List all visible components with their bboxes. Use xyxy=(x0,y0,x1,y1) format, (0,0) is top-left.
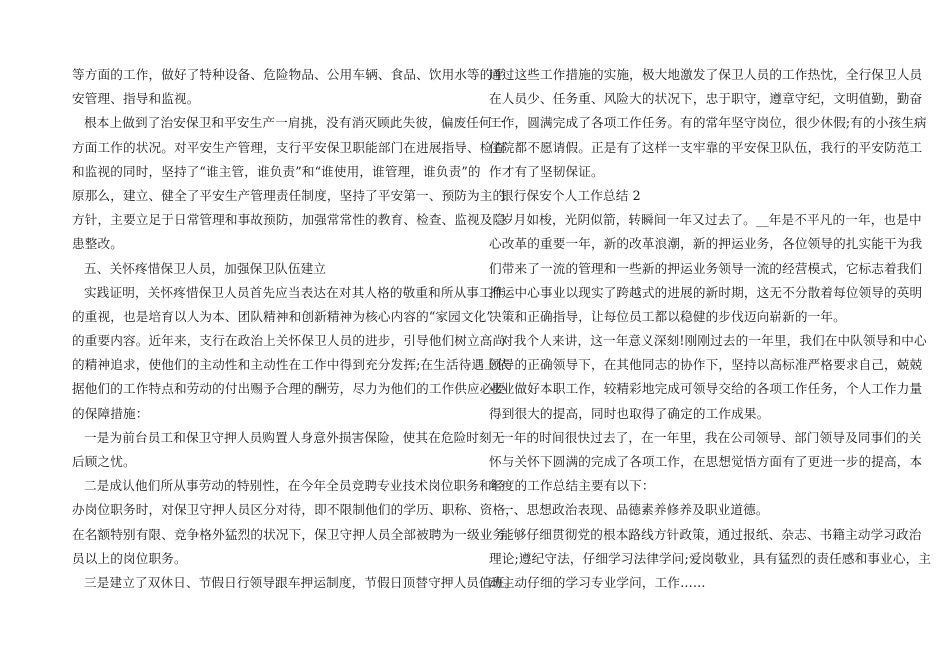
text-line: 方针，主要立足于日常管理和事故预防，加强常常性的教育、检查、监视及隐 xyxy=(72,212,506,228)
text-line: 押运中心事业以现实了跨越式的进展的新时期，这无不分散着每位领导的英明 xyxy=(489,284,923,300)
text-line: 一是为前台员工和保卫守押人员购置人身意外损害保险，使其在危险时刻无 xyxy=(84,429,505,445)
text-line: 岁月如梭，光阴似箭，转瞬间一年又过去了。__年是不平凡的一年，也是中 xyxy=(501,212,922,228)
text-line: 安管理、指导和监视。 xyxy=(72,91,200,107)
text-line: 怀与关怀下圆满的完成了各项工作，在思想觉悟方面有了更进一步的提高，本 xyxy=(489,454,923,469)
text-line: 能够仔细贯彻党的根本路线方针政策，通过报纸、杂志、书籍主动学习政治 xyxy=(501,526,922,542)
text-line: 根本上做到了治安保卫和平安生产一肩挑，没有消灭顾此失彼，偏废任何一 xyxy=(84,115,505,131)
text-line: 办岗位职务时，对保卫守押人员区分对待，即不限制他们的学历、职称、资格， xyxy=(72,502,519,518)
text-line: 原那么，建立、健全了平安生产管理责任制度，坚持了平安第一、预防为主的 xyxy=(72,187,506,203)
text-line: 工作，圆满完成了各项工作任务。有的常年坚守岗位，很少休假;有的小孩生病 xyxy=(489,115,927,131)
text-line: 通过这些工作措施的实施，极大地激发了保卫人员的工作热忱，全行保卫人员 xyxy=(489,67,923,82)
text-line: 等方面的工作，做好了特种设备、危险物品、公用车辆、食品、饮用水等的平 xyxy=(72,67,506,82)
text-line: 三是建立了双休日、节假日行领导跟车押运制度，节假日顶替守押人员值班。 xyxy=(84,574,518,590)
text-line: 银行保安个人工作总结 2 xyxy=(501,187,641,203)
text-line: 作才有了坚韧保证。 xyxy=(489,163,604,179)
text-line: 的重视，也是培育以人为本、团队精神和创新精神为核心内容的“家园文化” xyxy=(72,308,493,324)
text-line: 和监视的同时，坚持了“谁主管，谁负责”和“谁使用，谁管理，谁负责”的 xyxy=(72,163,481,179)
text-line: 后顾之忧。 xyxy=(72,454,136,469)
text-line: 在人员少、任务重、风险大的状况下，忠于职守，遵章守纪，文明值勤，勤奋 xyxy=(489,91,923,107)
text-line: 一、思想政治表现、品德素养修养及职业道德。 xyxy=(501,502,769,518)
text-line: 方面工作的状况。对平安生产管理，支行平安保卫职能部门在进展指导、检查 xyxy=(72,139,506,155)
text-line: 住院都不愿请假。正是有了这样一支牢靠的平安保卫队伍，我行的平安防范工 xyxy=(489,139,923,155)
text-line: 理论;遵纪守法，仔细学习法律学问;爱岗敬业，具有猛烈的责任感和事业心，主 xyxy=(489,550,932,566)
text-line: 对我个人来讲，这一年意义深刻!刚刚过去的一年里，我们在中队领导和中心 xyxy=(501,333,927,349)
text-line: 二是成认他们所从事劳动的特别性，在今年全员竞聘专业技术岗位职务和经 xyxy=(84,478,505,494)
text-line: 得到很大的提高，同时也取得了确定的工作成果。 xyxy=(489,405,770,421)
text-line: 心改革的重要一年，新的改革浪潮，新的押运业务，各位领导的扎实能干为我 xyxy=(489,236,923,252)
left-text-column xyxy=(72,63,519,595)
text-line: 的保障措施： xyxy=(72,405,149,421)
text-line: 决策和正确指导，让每位员工都以稳健的步伐迈向崭新的一年。 xyxy=(489,308,846,324)
text-line: 的精神追求，使他们的主动性和主动性在工作中得到充分发挥;在生活待遇上依 xyxy=(72,357,510,373)
text-line: 据他们的工作特点和劳动的付出赐予合理的酬劳，尽力为他们的工作供应必要 xyxy=(72,381,506,397)
text-line: 业业做好本职工作，较精彩地完成可领导交给的各项工作任务，个人工作力量 xyxy=(489,381,923,397)
text-line: 的重要内容。近年来，支行在政治上关怀保卫人员的进步，引导他们树立高尚 xyxy=(72,333,506,349)
text-line: 一年的时间很快过去了，在一年里，我在公司领导、部门领导及同事们的关 xyxy=(501,429,922,445)
text-line: 领导的正确领导下，在其他同志的协作下，坚持以高标准严格要求自己，兢兢 xyxy=(489,357,923,373)
text-line: 动主动仔细的学习专业学问，工作…… xyxy=(489,574,706,590)
text-line: 患整改。 xyxy=(72,236,123,252)
text-line: 五、关怀疼惜保卫人员，加强保卫队伍建立 xyxy=(84,260,327,276)
text-line: 在名额特别有限、竞争格外猛烈的状况下，保卫守押人员全部被聘为一级业务 xyxy=(72,526,506,542)
text-line: 年度的工作总结主要有以下： xyxy=(489,478,655,494)
text-line: 员以上的岗位职务。 xyxy=(72,550,187,566)
text-line: 们带来了一流的管理和一些新的押运业务领导一流的经营模式，它标志着我们 xyxy=(489,260,923,276)
text-line: 实践证明，关怀疼惜保卫人员首先应当表达在对其人格的敬重和所从事工作 xyxy=(84,284,505,300)
right-text-column xyxy=(489,63,932,595)
